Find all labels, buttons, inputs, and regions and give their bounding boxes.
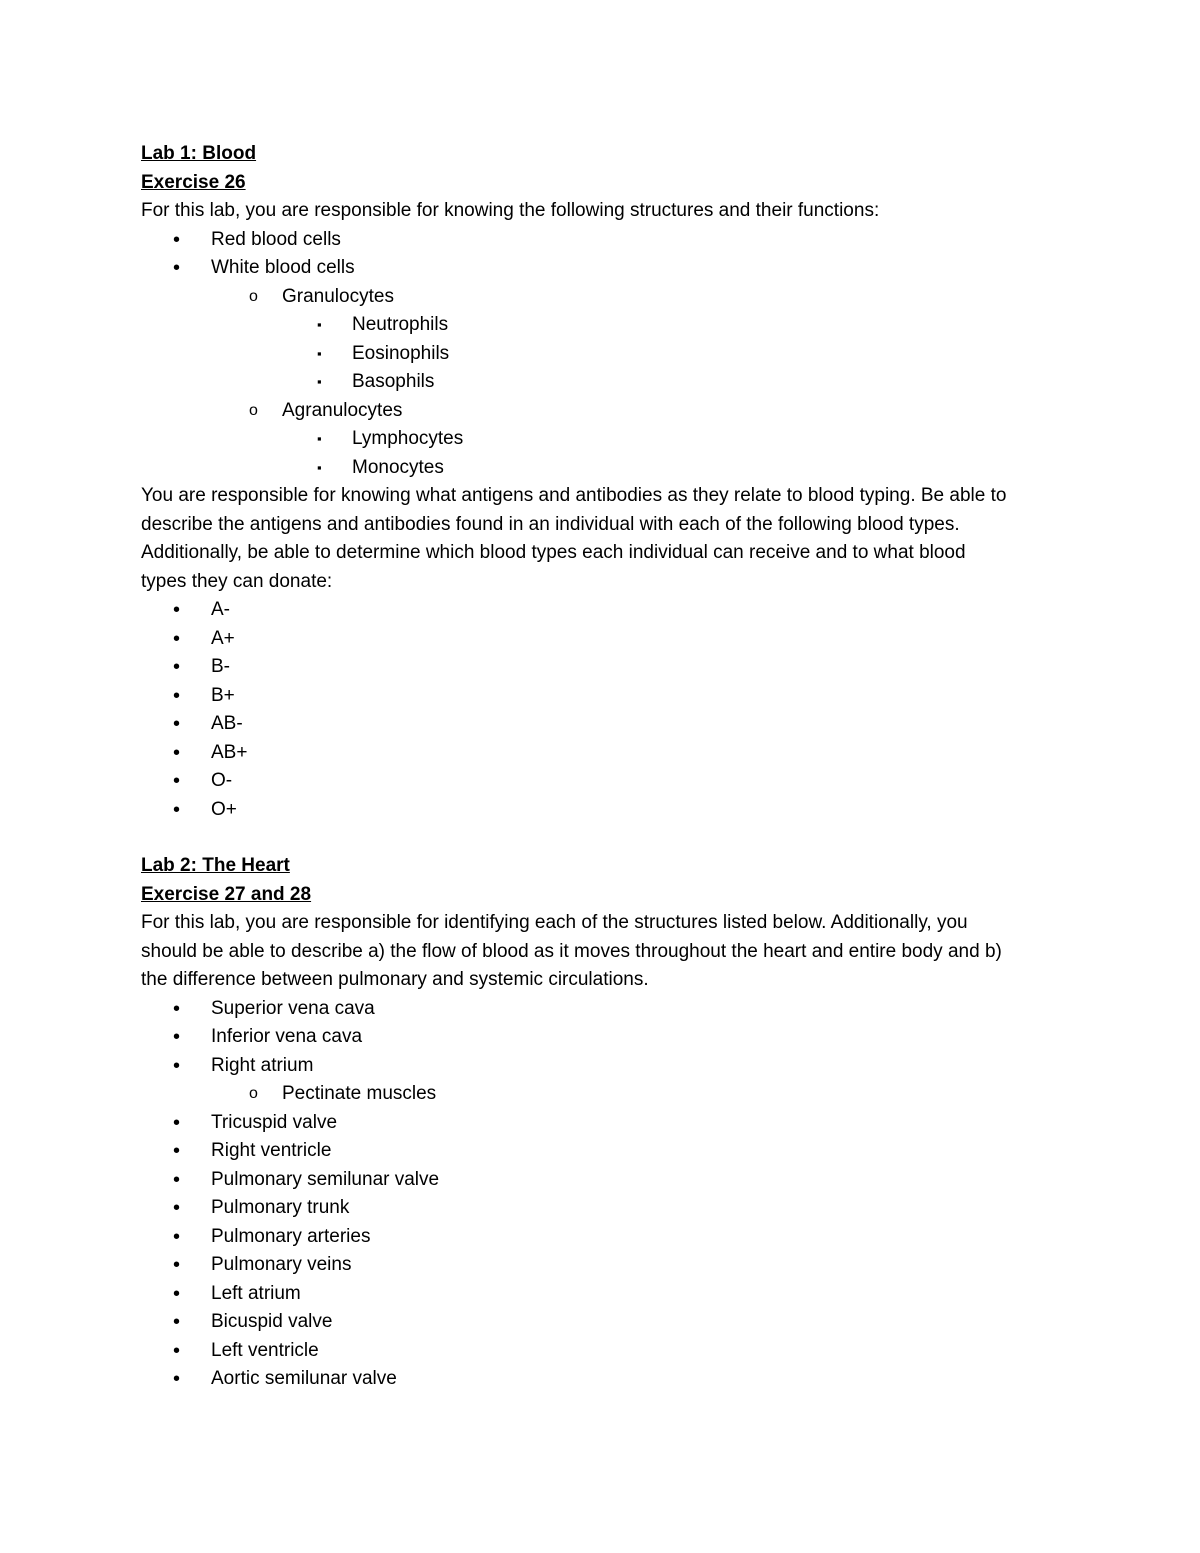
lab1-structure-list [141, 226, 1061, 483]
list-item [141, 340, 1061, 369]
list-item-label: Right atrium [211, 1054, 314, 1076]
bullet-icon: • [173, 1168, 181, 1191]
list-item-label: Left atrium [211, 1282, 301, 1304]
lab1-paragraph-line: Additionally, be able to determine which blood types each individual can receive and to what blood [141, 542, 966, 563]
list-item-label: Inferior vena cava [211, 1026, 363, 1047]
blood-type-label: AB- [211, 713, 243, 734]
bullet-icon: • [173, 1140, 181, 1162]
bullet-icon: • [173, 627, 181, 650]
lab1-exercise: Exercise 26 [141, 171, 246, 193]
list-item-label: Pulmonary veins [211, 1254, 352, 1275]
lab1-paragraph-line: You are responsible for knowing what antigens and antibodies as they relate to blood typing. Be able to [141, 485, 1007, 506]
circle-bullet-icon: o [249, 401, 258, 419]
blood-type-label: O+ [211, 798, 237, 820]
list-item [141, 283, 1061, 312]
bullet-icon: • [173, 599, 181, 621]
list-item-label: Granulocytes [282, 285, 394, 307]
list-item [141, 739, 1061, 768]
list-item-label: Eosinophils [352, 342, 450, 364]
list-item-label: Aortic semilunar valve [211, 1368, 397, 1389]
list-item-label: Basophils [352, 371, 435, 392]
bullet-icon: • [173, 713, 181, 735]
lab1-title: Lab 1: Blood [141, 143, 257, 164]
list-item-label: Pulmonary semilunar valve [211, 1168, 440, 1190]
circle-bullet-icon: o [249, 287, 258, 305]
list-item [141, 653, 1061, 682]
list-item-label: White blood cells [211, 257, 355, 278]
list-item [141, 1308, 1061, 1337]
lab1-intro: For this lab, you are responsible for knowing the following structures and their functions: [141, 200, 880, 221]
bullet-icon: • [173, 656, 181, 678]
list-item-label: Tricuspid valve [211, 1111, 338, 1133]
list-item-label: Neutrophils [352, 314, 449, 335]
list-item-label: Left ventricle [211, 1339, 319, 1361]
section-spacer [141, 824, 1061, 852]
heart-structure-list [141, 995, 1061, 1394]
lab2-paragraph-line: the difference between pulmonary and systemic circulations. [141, 969, 649, 990]
square-bullet-icon: ▪ [317, 317, 322, 332]
list-item [141, 796, 1061, 825]
list-item-label: Right ventricle [211, 1140, 332, 1161]
blood-type-label: AB+ [211, 741, 248, 763]
list-item [141, 226, 1061, 255]
bullet-icon: • [173, 997, 181, 1020]
list-item-label: Monocytes [352, 456, 444, 478]
list-item [141, 1023, 1061, 1052]
list-item-label: Lymphocytes [352, 428, 464, 449]
lab1-paragraph-line: types they can donate: [141, 570, 333, 592]
list-item [141, 1194, 1061, 1223]
circle-bullet-icon: o [249, 1085, 258, 1102]
list-item-label: Agranulocytes [282, 399, 403, 421]
bullet-icon: • [173, 684, 181, 707]
list-item [141, 311, 1061, 340]
document-page [141, 140, 1061, 1394]
bullet-icon: • [173, 1282, 181, 1305]
list-item-label: Red blood cells [211, 228, 341, 250]
lab1-paragraph-line: describe the antigens and antibodies found in an individual with each of the following blood types. [141, 513, 960, 535]
bullet-icon: • [173, 257, 181, 279]
blood-type-list [141, 596, 1061, 824]
list-item [141, 710, 1061, 739]
list-item [141, 682, 1061, 711]
list-item [141, 1109, 1061, 1138]
list-item [141, 1052, 1061, 1081]
bullet-icon: • [173, 770, 181, 792]
bullet-icon: • [173, 1254, 181, 1276]
list-item [141, 1166, 1061, 1195]
lab2-title: Lab 2: The Heart [141, 855, 290, 876]
bullet-icon: • [173, 1368, 181, 1390]
blood-type-label: A+ [211, 627, 235, 649]
list-item [141, 625, 1061, 654]
list-item [141, 425, 1061, 454]
lab2-paragraph-line: should be able to describe a) the flow of blood as it moves throughout the heart and entire body and b) [141, 940, 1002, 962]
bullet-icon: • [173, 1054, 181, 1077]
list-item [141, 397, 1061, 426]
list-item-label: Pectinate muscles [282, 1083, 437, 1104]
blood-type-label: O- [211, 770, 233, 791]
bullet-icon: • [173, 228, 181, 251]
list-item [141, 368, 1061, 397]
list-item [141, 1337, 1061, 1366]
bullet-icon: • [173, 1339, 181, 1362]
square-bullet-icon: ▪ [317, 459, 322, 475]
list-item [141, 454, 1061, 483]
list-item [141, 1223, 1061, 1252]
bullet-icon: • [173, 1026, 181, 1048]
list-item [141, 1251, 1061, 1280]
list-item [141, 767, 1061, 796]
list-item [141, 1080, 1061, 1109]
list-item-label: Bicuspid valve [211, 1311, 333, 1332]
square-bullet-icon: ▪ [317, 345, 322, 361]
blood-type-label: B- [211, 656, 230, 677]
list-item [141, 254, 1061, 283]
square-bullet-icon: ▪ [317, 431, 322, 446]
list-item [141, 1365, 1061, 1394]
bullet-icon: • [173, 741, 181, 764]
bullet-icon: • [173, 1311, 181, 1333]
square-bullet-icon: ▪ [317, 374, 322, 389]
bullet-icon: • [173, 1197, 181, 1219]
bullet-icon: • [173, 798, 181, 821]
list-item-label: Pulmonary trunk [211, 1197, 350, 1218]
list-item [141, 995, 1061, 1024]
lab2-exercise: Exercise 27 and 28 [141, 883, 312, 905]
list-item-label: Superior vena cava [211, 997, 375, 1019]
list-item-label: Pulmonary arteries [211, 1225, 371, 1247]
list-item [141, 1280, 1061, 1309]
list-item [141, 1137, 1061, 1166]
lab2-paragraph-line: For this lab, you are responsible for identifying each of the structures listed below. Additionally, you [141, 912, 968, 933]
blood-type-label: B+ [211, 684, 235, 706]
bullet-icon: • [173, 1111, 181, 1134]
bullet-icon: • [173, 1225, 181, 1248]
list-item [141, 596, 1061, 625]
blood-type-label: A- [211, 599, 230, 620]
